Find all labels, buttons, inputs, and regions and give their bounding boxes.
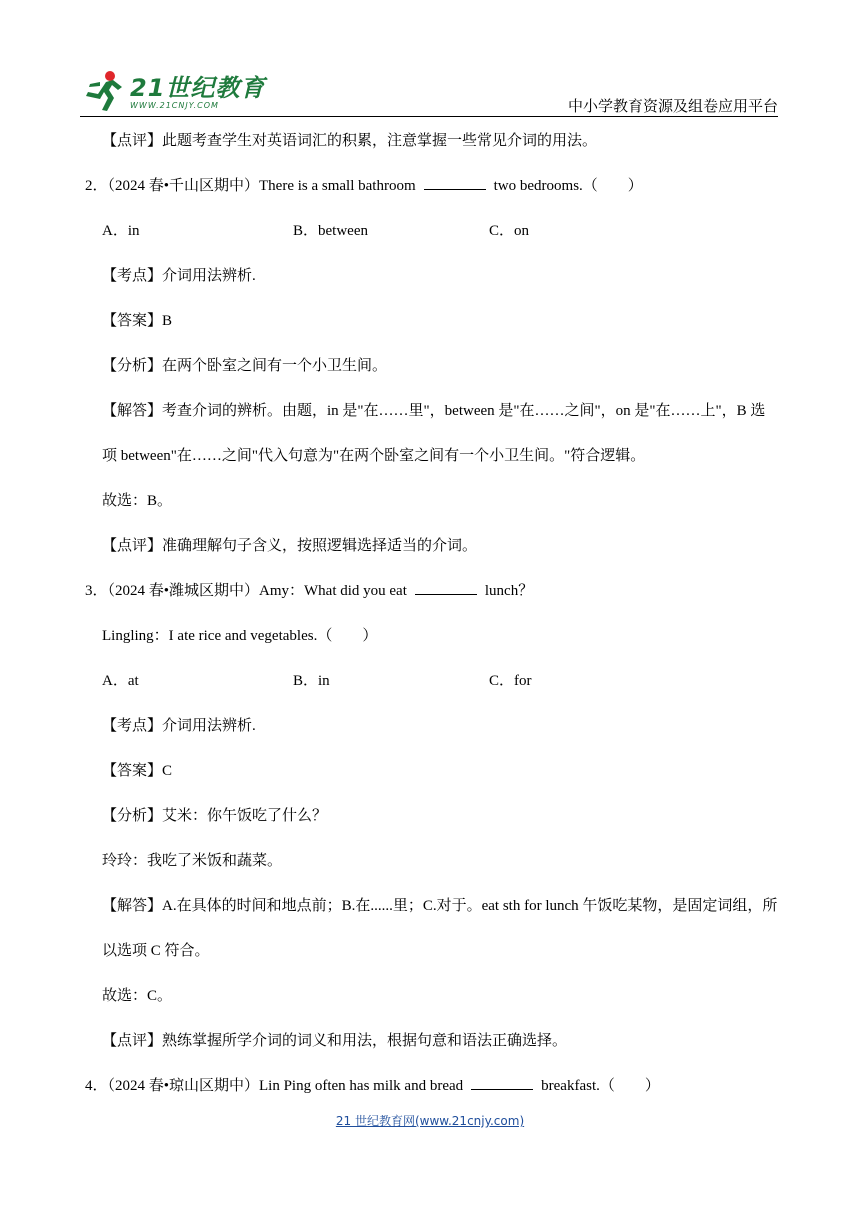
platform-title: 中小学教育资源及组卷应用平台 [567, 97, 778, 115]
q2-question-text: 2．（2024 春•千山区期中）There is a small bathroom [85, 178, 416, 194]
q3-option-b[interactable]: B．in [293, 673, 330, 689]
q3-selection: 故选：C。 [102, 988, 173, 1004]
footer-link[interactable]: 21 世纪教育网(www.21cnjy.com) [335, 1114, 525, 1128]
q3-answer: 【答案】C [102, 763, 173, 779]
q2-options [85, 209, 785, 254]
q3-option-c[interactable]: C．for [489, 673, 532, 689]
logo-main-text: 21世纪教育 [130, 74, 266, 102]
q2-analysis: 【分析】在两个卧室之间有一个小卫生间。 [102, 358, 388, 374]
q2-selection: 故选：B。 [102, 493, 173, 509]
q4-question [85, 1064, 785, 1109]
logo-sub-text: WWW.21CNJY.COM [130, 101, 219, 110]
q4-question-text: 4．（2024 春•琼山区期中）Lin Ping often has milk and bread [85, 1078, 464, 1094]
q3-question-text: 3．（2024 春•潍城区期中）Amy：What did you eat [85, 583, 407, 599]
q3-solution-1: 【解答】A.在具体的时间和地点前；B.在......里；C.对于。eat sth for lunch 午饭吃某物，是固定词组，所 [102, 898, 778, 914]
q2-blank [424, 175, 486, 190]
q3-analysis-1: 【分析】艾米：你午饭吃了什么？ [102, 808, 328, 824]
q2-question [85, 164, 785, 209]
page-footer [0, 1112, 860, 1129]
q2-option-a[interactable]: A．in [102, 223, 140, 239]
q3-blank [415, 580, 477, 595]
header-divider [80, 116, 778, 117]
q3-question-tail: lunch？ [484, 583, 534, 599]
q4-blank [471, 1075, 533, 1090]
q3-analysis-2: 玲玲：我吃了米饭和蔬菜。 [102, 853, 283, 869]
q2-comment: 【点评】准确理解句子含义，按照逻辑选择适当的介词。 [102, 538, 478, 554]
q3-options [85, 659, 785, 704]
q2-answer: 【答案】B [102, 313, 173, 329]
q2-solution-2: 项 between"在……之间"代入句意为"在两个卧室之间有一个小卫生间。"符合逻辑。 [102, 448, 646, 464]
q1-comment: 【点评】此题考查学生对英语词汇的积累，注意掌握一些常见介词的用法。 [102, 133, 598, 149]
q2-question-tail: two bedrooms.（ ） [493, 178, 643, 194]
document-body [85, 119, 785, 1109]
q2-kaodian: 【考点】介词用法辨析. [102, 268, 256, 284]
q3-question-line2: Lingling：I ate rice and vegetables.（ ） [102, 628, 378, 644]
q4-question-tail: breakfast.（ ） [541, 1078, 660, 1094]
page-header [80, 62, 778, 118]
q2-option-c[interactable]: C．on [489, 223, 530, 239]
q2-option-b[interactable]: B．between [293, 223, 368, 239]
q3-option-a[interactable]: A．at [102, 673, 139, 689]
q3-comment: 【点评】熟练掌握所学介词的词义和用法，根据句意和语法正确选择。 [102, 1033, 568, 1049]
q2-solution-1: 【解答】考查介词的辨析。由题，in 是"在……里"，between 是"在……之间"，on 是"在……上"，B 选 [102, 403, 766, 419]
runner-logo-icon [80, 68, 126, 114]
site-logo[interactable] [80, 68, 265, 114]
q3-solution-2: 以选项 C 符合。 [102, 943, 210, 959]
q3-question [85, 569, 785, 614]
q3-kaodian: 【考点】介词用法辨析. [102, 718, 256, 734]
